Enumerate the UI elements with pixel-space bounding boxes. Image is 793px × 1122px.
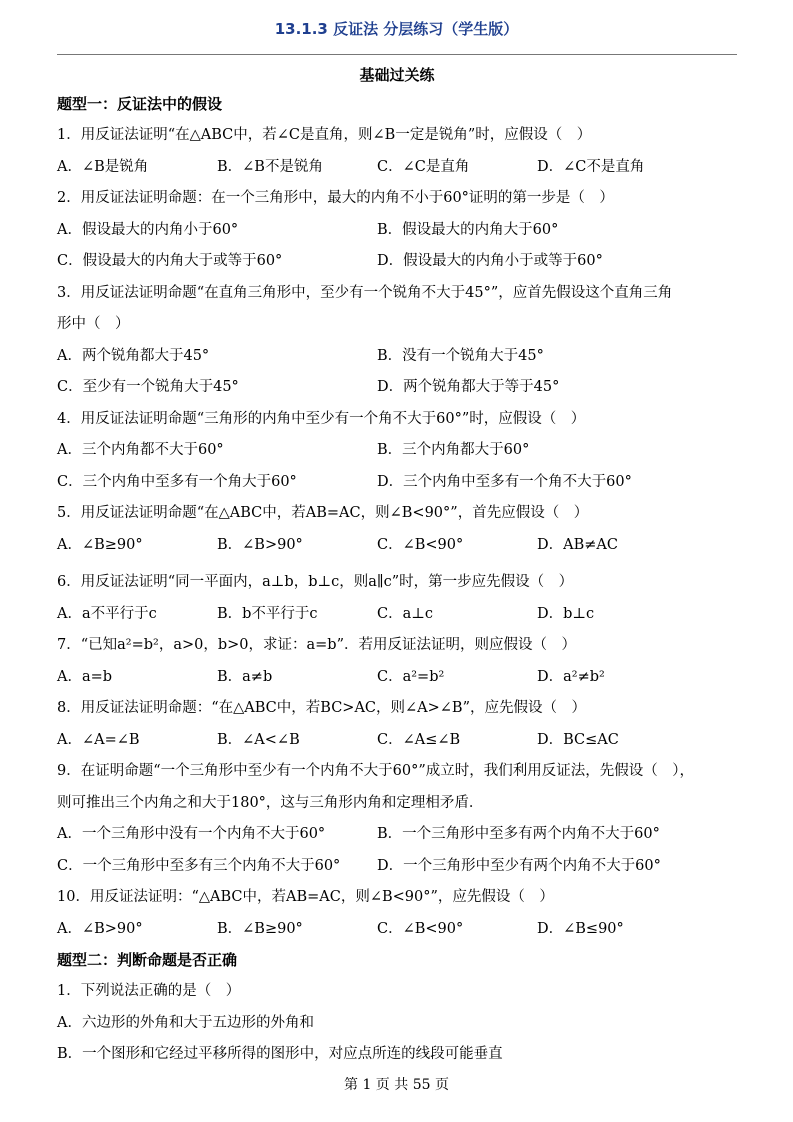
question-stem: 5．用反证法证明命题“在△ABC中，若AB=AC，则∠B<90°”，首先应假设（ ） xyxy=(57,505,589,521)
option: A．a不平行于c xyxy=(57,605,157,622)
option: D．a²≠b² xyxy=(537,668,605,685)
option: B．∠A<∠B xyxy=(217,731,300,748)
option: B．假设最大的内角大于60° xyxy=(377,221,559,238)
option: B．一个三角形中至多有两个内角不大于60° xyxy=(377,826,660,842)
option: A．∠B≥90° xyxy=(57,536,143,553)
option: C．∠B<90° xyxy=(377,920,464,937)
page-header: 13.1.3 反证法 分层练习（学生版） xyxy=(274,20,519,38)
option: D．∠B≤90° xyxy=(537,920,624,937)
option: D．一个三角形中至少有两个内角不大于60° xyxy=(377,857,661,874)
question-options xyxy=(57,530,737,562)
question-options xyxy=(57,599,737,631)
question-stem: 2．用反证法证明命题：在一个三角形中，最大的内角不小于60°证明的第一步是（ ） xyxy=(57,190,614,206)
option: B．a≠b xyxy=(217,668,273,685)
option: C．∠A≤∠B xyxy=(377,731,461,748)
option: D．假设最大的内角小于或等于60° xyxy=(377,253,603,269)
question-options xyxy=(57,662,737,694)
option: B．没有一个锐角大于45° xyxy=(377,347,544,364)
question-stem: 8．用反证法证明命题：“在△ABC中，若BC>AC，则∠A>∠B”，应先假设（ ） xyxy=(57,700,586,716)
section-heading: 题型二：判断命题是否正确 xyxy=(57,951,238,969)
question-stem: 1．用反证法证明“在△ABC中，若∠C是直角，则∠B一定是锐角”时，应假设（ ） xyxy=(57,127,592,143)
question-stem: 6．用反证法证明“同一平面内，a⊥b，b⊥c，则a∥c”时，第一步应先假设（ ） xyxy=(57,574,574,590)
question-options xyxy=(57,435,737,467)
option: B．三个内角都大于60° xyxy=(377,442,530,458)
question-options xyxy=(57,467,737,499)
option: A．两个锐角都大于45° xyxy=(57,347,210,364)
option: A．六边形的外角和大于五边形的外角和 xyxy=(57,1014,314,1031)
question-options xyxy=(57,914,737,946)
question-options xyxy=(57,819,737,851)
option: C．a⊥c xyxy=(377,605,433,622)
question-options xyxy=(57,215,737,247)
option: A．∠A=∠B xyxy=(57,731,140,748)
option: A．一个三角形中没有一个内角不大于60° xyxy=(57,826,326,842)
option: A．∠B>90° xyxy=(57,920,143,937)
question-options xyxy=(57,341,737,373)
option: D．b⊥c xyxy=(537,605,595,622)
option: B．∠B≥90° xyxy=(217,920,303,937)
question-options xyxy=(57,246,737,278)
question-options xyxy=(57,725,737,757)
question-stem: 4．用反证法证明命题“三角形的内角中至少有一个角不大于60°”时，应假设（ ） xyxy=(57,410,586,427)
option: A．a=b xyxy=(57,668,113,685)
header-divider xyxy=(57,54,737,55)
option: A．∠B是锐角 xyxy=(57,158,149,175)
section-heading: 题型一：反证法中的假设 xyxy=(57,95,223,113)
page-title: 基础过关练 xyxy=(359,66,435,84)
option: C．假设最大的内角大于或等于60° xyxy=(57,253,283,269)
option: B．一个图形和它经过平移所得的图形中，对应点所连的线段可能垂直 xyxy=(57,1046,503,1062)
question-options xyxy=(57,152,737,184)
option: D．两个锐角都大于等于45° xyxy=(377,379,560,395)
option: C．至少有一个锐角大于45° xyxy=(57,379,239,395)
option: D．BC≤AC xyxy=(537,731,619,748)
option: D．AB≠AC xyxy=(537,536,618,553)
question-options xyxy=(57,851,737,883)
document-body xyxy=(57,62,737,1071)
option: C．∠B<90° xyxy=(377,536,464,553)
option: D．∠C不是直角 xyxy=(537,158,645,175)
question-stem-continued: 形中（ ） xyxy=(57,316,130,332)
option: B．b不平行于c xyxy=(217,605,318,622)
question-stem: 3．用反证法证明命题“在直角三角形中，至少有一个锐角不大于45°”，应首先假设这个直角三角 xyxy=(57,284,673,301)
question-stem: 7．“已知a²=b²，a>0，b>0，求证：a=b”．若用反证法证明，则应假设（ ） xyxy=(57,637,577,653)
option: C．∠C是直角 xyxy=(377,158,470,175)
question-stem: 9．在证明命题“一个三角形中至少有一个内角不大于60°”成立时，我们利用反证法，先假设（ ）， xyxy=(57,763,694,779)
option: C．a²=b² xyxy=(377,668,445,685)
option: C．三个内角中至多有一个角大于60° xyxy=(57,473,297,490)
option: D．三个内角中至多有一个角不大于60° xyxy=(377,473,632,490)
option: B．∠B不是锐角 xyxy=(217,158,323,175)
question-stem: 10．用反证法证明：“△ABC中，若AB=AC，则∠B<90°”，应先假设（ ） xyxy=(57,889,554,905)
question-options xyxy=(57,372,737,404)
question-stem-continued: 则可推出三个内角之和大于180°，这与三角形内角和定理相矛盾． xyxy=(57,794,484,811)
question-stem: 1．下列说法正确的是（ ） xyxy=(57,983,241,999)
option: A．假设最大的内角小于60° xyxy=(57,221,239,238)
option: A．三个内角都不大于60° xyxy=(57,442,224,458)
page-number: 第 1 页 共 55 页 xyxy=(344,1077,449,1093)
option: C．一个三角形中至多有三个内角不大于60° xyxy=(57,857,341,874)
option: B．∠B>90° xyxy=(217,536,303,553)
